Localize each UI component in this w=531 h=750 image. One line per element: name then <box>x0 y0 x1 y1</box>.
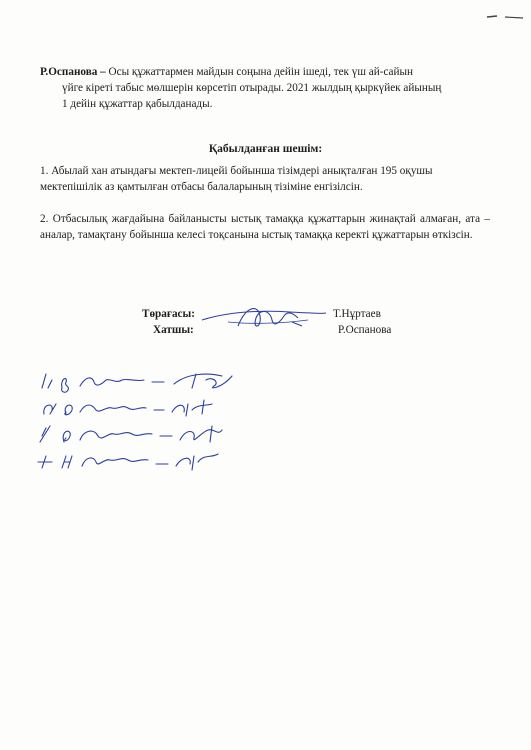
decision-title: Қабылданған шешім: <box>208 143 323 155</box>
intro-line-3: 1 дейін құжаттар қабылданады. <box>62 98 213 110</box>
handwritten-line-4 <box>38 454 218 470</box>
secretary-label: Хатшы: <box>153 324 194 336</box>
decision-item-1: 1. Абылай хан атындағы мектеп-лицейі бойынша тізімдері анықталған 195 оқушы мектепішілік аз қамтылған отбасы балаларының тізіміне енгізілсін. <box>40 165 433 193</box>
intro-line-1: Р.Оспанова – Осы құжаттармен майдын соңына дейін ішеді, тек үш ай-сайын <box>40 66 414 78</box>
chair-label: Төрағасы: <box>142 308 195 320</box>
intro-paragraph <box>40 64 500 112</box>
intro-line-2: үйге кіреті табыс мөлшерін көрсетіп отырады. 2021 жылдың қыркүйек айының <box>62 82 442 94</box>
handwritten-line-2 <box>44 400 212 416</box>
chair-name: Т.Нұртаев <box>333 308 381 320</box>
speaker-name: Р.Оспанова – <box>40 66 106 78</box>
signature-block <box>0 302 531 352</box>
secretary-name: Р.Оспанова <box>338 324 392 336</box>
handwritten-line-1 <box>42 374 232 392</box>
chair-signature <box>198 302 328 336</box>
scan-mark <box>485 14 525 20</box>
handwritten-signatures <box>36 370 256 480</box>
handwritten-line-3 <box>40 426 222 442</box>
decision-item-2: 2. Отбасылық жағдайына байланысты ыстық тамаққа құжаттарын жинақтай алмаған, ата –аналар, тамақтану бойынша келесі тоқсанына ыстық тамаққа керекті құжаттарын өткізсін. <box>40 213 490 241</box>
